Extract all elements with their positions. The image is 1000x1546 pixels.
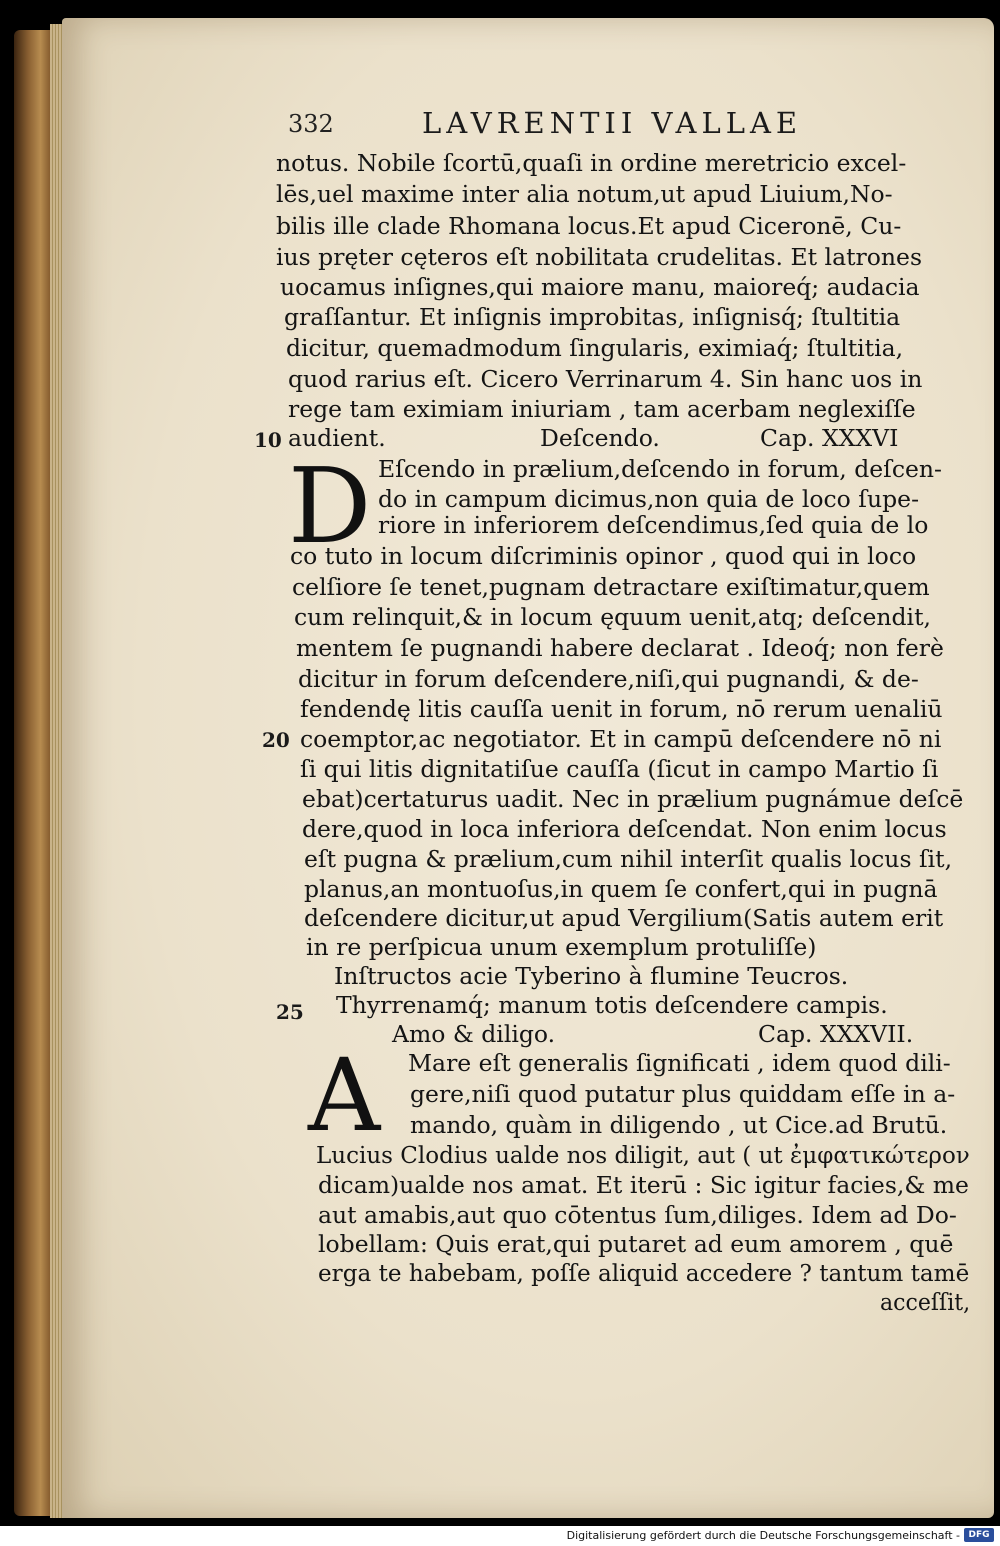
text-line: mando, quàm in diligendo , ut Cice.ad Brutū.	[410, 1111, 948, 1139]
text-line: celſiore ſe tenet,pugnam detractare exiſtimatur,quem	[292, 573, 930, 601]
text-line: dicam)ualde nos amat. Et iterū : Sic igitur facies,& me	[318, 1171, 969, 1199]
running-head	[288, 106, 848, 146]
chapter-heading-row	[288, 423, 958, 453]
text-line: lobellam: Quis erat,qui putaret ad eum amorem , quē	[318, 1230, 954, 1258]
drop-cap-initial: D	[288, 445, 372, 567]
text-line: graſſantur. Et inſignis improbitas, inſignisq́; ſtultitia	[284, 303, 901, 331]
text-line: dicitur in forum deſcendere,niſi,qui pugnandi, & de-	[298, 665, 919, 693]
text-line: gere,niſi quod putatur plus quiddam eſſe in a-	[410, 1080, 956, 1108]
text-line: ebat)certaturus uadit. Nec in prælium pugnámue deſcē	[302, 785, 964, 813]
text-line: mentem ſe pugnandi habere declarat . Ideoq́; non ferè	[296, 634, 944, 662]
page-number: 332	[288, 110, 334, 138]
running-title: LAVRENTII VALLAE	[422, 106, 803, 140]
text-line: deſcendere dicitur,ut apud Vergilium(Satis autem erit	[304, 904, 944, 932]
text-line: fendendę litis cauſſa uenit in forum, nō rerum uenaliū	[300, 695, 943, 723]
text-line: quod rarius eſt. Cicero Verrinarum 4. Sin hanc uos in	[288, 365, 923, 393]
text-line: Eſcendo in prælium,deſcendo in forum, deſcen-	[378, 455, 942, 483]
text-line: do in campum dicimus,non quia de loco ſupe-	[378, 485, 920, 513]
chapter-heading-row	[392, 1019, 972, 1049]
text-line: in re perſpicua unum exemplum protuliſſe)	[306, 933, 817, 961]
margin-line-number: 10	[254, 428, 282, 452]
footer-bar	[0, 1526, 1000, 1546]
text-line: dicitur, quemadmodum ſingularis, eximiaq́; ſtultitia,	[286, 334, 904, 362]
text-line: coemptor,ac negotiator. Et in campū deſcendere nō ni	[300, 725, 942, 753]
chapter-title: Amo & diligo.	[392, 1020, 556, 1048]
verse-line: Thyrrenamq́; manum totis deſcendere campis.	[336, 991, 888, 1019]
chapter-title: Deſcendo.	[540, 424, 660, 452]
text-line: bilis ille clade Rhomana locus.Et apud Ciceronē, Cu-	[276, 212, 902, 240]
text-line: aut amabis,aut quo cōtentus ſum,diliges. Idem ad Do-	[318, 1201, 957, 1229]
text-line: ſi qui litis dignitatiſue cauſſa (ſicut in campo Martio ſi	[300, 755, 939, 783]
text-line: co tuto in locum diſcriminis opinor , quod qui in loco	[290, 542, 917, 570]
text-line: Mare eſt generalis ſignificati , idem quod dili-	[408, 1049, 951, 1077]
chapter-number: Cap. XXXVII.	[758, 1020, 914, 1048]
margin-line-number: 25	[276, 1000, 304, 1024]
text-line: cum relinquit,& in locum ęquum uenit,atq; deſcendit,	[294, 603, 931, 631]
text-line: erga te habebam, poſſe aliquid accedere ? tantum tamē	[318, 1259, 970, 1287]
text-line: dere,quod in loca inferiora deſcendat. Non enim locus	[302, 815, 947, 843]
dfg-logo: DFG	[964, 1528, 994, 1542]
text-line: riore in inferiorem deſcendimus,ſed quia de lo	[378, 511, 929, 539]
text-line: eſt pugna & prælium,cum nihil interſit qualis locus ſit,	[304, 845, 953, 873]
text-line: audient.	[288, 424, 386, 452]
text-line: ius pręter cęteros eſt nobilitata crudelitas. Et latrones	[276, 243, 923, 271]
text-line: notus. Nobile ſcortū,quaſi in ordine meretricio excel-	[276, 149, 907, 177]
chapter-number: Cap. XXXVI	[760, 424, 899, 452]
text-line: uocamus inſignes,qui maiore manu, maioreq́; audacia	[280, 273, 920, 301]
text-line: planus,an montuoſus,in quem ſe confert,qui in pugnā	[304, 875, 938, 903]
text-line: lēs,uel maxime inter alia notum,ut apud Liuium,No-	[276, 180, 893, 208]
drop-cap-initial: A	[308, 1037, 381, 1154]
catchword: acceſſit,	[880, 1288, 971, 1316]
footer-credit: Digitalisierung gefördert durch die Deutsche Forschungsgemeinschaft -	[566, 1529, 960, 1542]
verse-line: Inſtructos acie Tyberino à flumine Teucros.	[334, 962, 849, 990]
text-line: rege tam eximiam iniuriam , tam acerbam neglexiſſe	[288, 395, 916, 423]
margin-line-number: 20	[262, 728, 290, 752]
text-line: Lucius Clodius ualde nos diligit, aut ( ut ἐμφατικώτερον	[316, 1141, 970, 1169]
